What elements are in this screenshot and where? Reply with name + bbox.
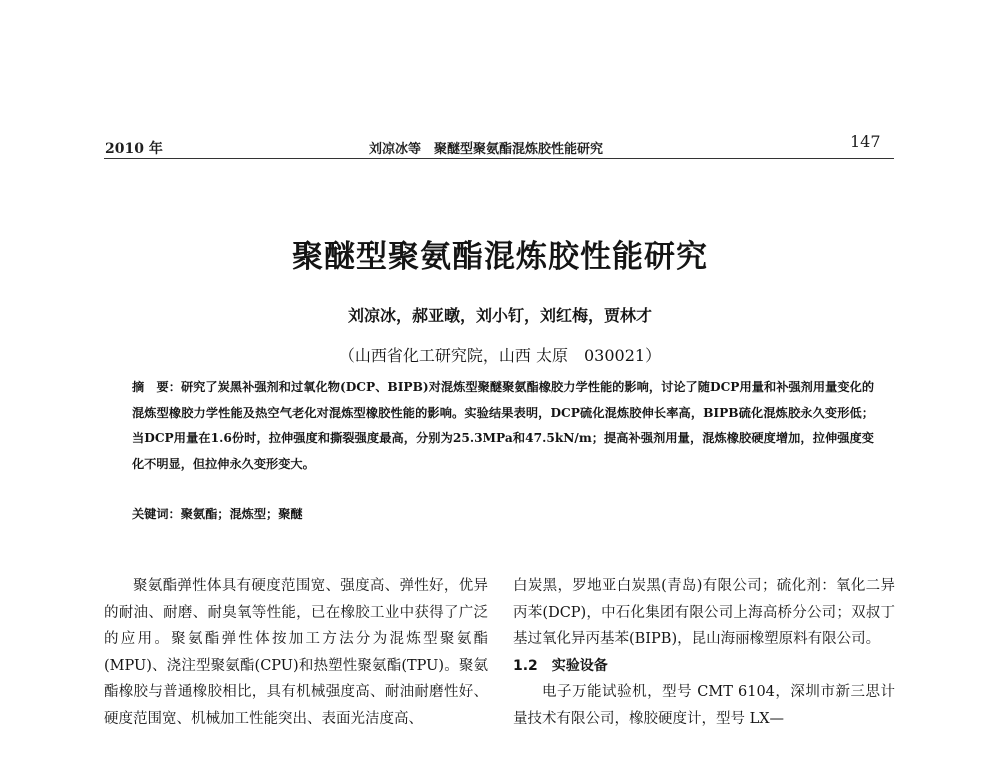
body-left-column [104,573,488,732]
article-authors: 刘凉冰，郝亚暾，刘小钉，刘红梅，贾林才 [347,306,652,325]
header-page-number: 147 [850,132,881,151]
header-running-title: 刘凉冰等 聚醚型聚氨酯混炼胶性能研究 [369,142,604,157]
keywords [132,502,874,528]
section-heading: 1.2 实验设备 [513,657,608,674]
abstract [132,375,874,477]
keywords-label: 关键词： [132,507,181,521]
abstract-label: 摘 要： [132,380,181,394]
body-paragraph: 白炭黑，罗地亚白炭黑(青岛)有限公司；硫化剂：氧化二异丙苯(DCP)，中石化集团有限公司上海高桥分公司；双叔丁基过氧化异丙基苯(BIPB)，昆山海丽橡塑原料有限公司。 [513,578,895,647]
header-rule [104,158,894,159]
body-paragraph: 电子万能试验机，型号 CMT 6104，深圳市新三思计量技术有限公司，橡胶硬度计，型号 LX— [513,684,895,727]
body-right-column [513,573,895,732]
article-title: 聚醚型聚氨酯混炼胶性能研究 [292,239,708,275]
abstract-text: 研究了炭黑补强剂和过氧化物(DCP、BIPB)对混炼型聚醚聚氨酯橡胶力学性能的影响，讨论了随DCP用量和补强剂用量变化的混炼型橡胶力学性能及热空气老化对混炼型橡胶性能的影响。实验结果表明，DCP硫化混炼胶伸长率高，BIPB硫化混炼胶永久变形低；当DCP用量在1.6份时，拉伸强度和撕裂强度最高，分别为25.3MPa和47.5kN/m；提高补强剂用量，混炼橡胶硬度增加，拉伸强度变化不明显，但拉伸永久变形变大。 [132,380,875,471]
body-paragraph: 聚氨酯弹性体具有硬度范围宽、强度高、弹性好，优异的耐油、耐磨、耐臭氧等性能，已在橡胶工业中获得了广泛的应用。聚氨酯弹性体按加工方法分为混炼型聚氨酯(MPU)、浇注型聚氨酯(CPU)和热塑性聚氨酯(TPU)。聚氨酯橡胶与普通橡胶相比，具有机械强度高、耐油耐磨性好、硬度范围宽、机械加工性能突出、表面光洁度高、 [104,578,488,727]
article-affiliation: （山西省化工研究院，山西 太原 030021） [338,346,662,365]
keywords-text: 聚氨酯；混炼型；聚醚 [180,507,303,521]
header-year: 2010 年 [105,141,163,157]
